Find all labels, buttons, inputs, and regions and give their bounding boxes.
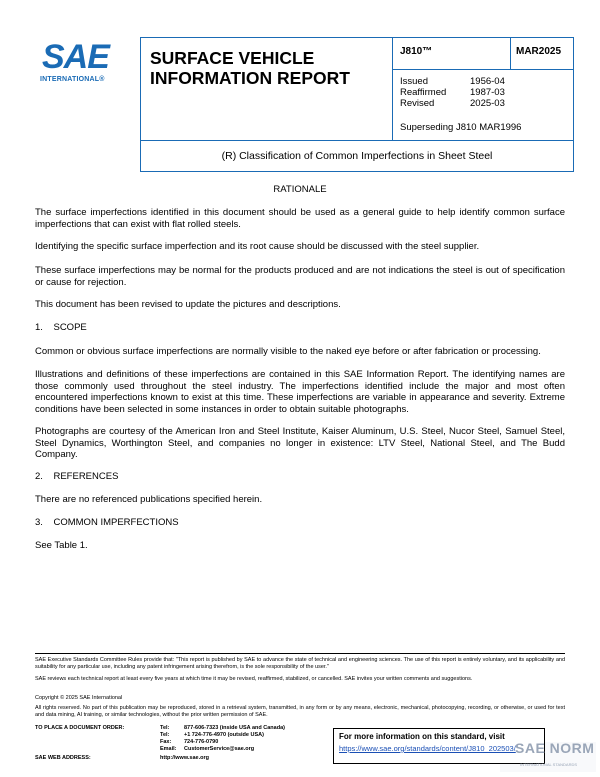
- rationale-heading: RATIONALE: [273, 184, 327, 195]
- references-paragraph: There are no referenced publications specified herein.: [35, 494, 263, 505]
- footer-review-text: SAE reviews each technical report at least every five years at which time it may be revised, reaffirmed, stabilized, or cancelled. SAE invites your written comments and suggestions.: [35, 676, 473, 682]
- more-info-link[interactable]: https://www.sae.org/standards/content/J810_202503/: [339, 744, 516, 753]
- imperfections-paragraph: See Table 1.: [35, 540, 88, 551]
- contact-fax: 724-776-0790: [184, 739, 219, 745]
- rationale-paragraph: Identifying the specific surface imperfection and its root cause should be discussed with the steel supplier.: [35, 241, 480, 252]
- superseding-note: Superseding J810 MAR1996: [400, 122, 522, 133]
- imperfections-heading: 3. COMMON IMPERFECTIONS: [35, 517, 179, 528]
- rationale-paragraph: This document has been revised to update the pictures and descriptions.: [35, 299, 341, 310]
- contact-label: Email:: [160, 746, 177, 752]
- document-date: MAR2025: [516, 46, 562, 57]
- web-address-link[interactable]: http://www.sae.org: [160, 755, 209, 761]
- rationale-paragraph: The surface imperfections identified in this document should be used as a general guide to help identify common surface imperfections that can exist with flat rolled steels.: [35, 207, 565, 230]
- web-address-label: SAE WEB ADDRESS:: [35, 755, 91, 761]
- header-divider: [392, 69, 574, 70]
- scope-heading: 1. SCOPE: [35, 322, 87, 333]
- footer-rules-text: SAE Executive Standards Committee Rules provide that: "This report is published by SAE to advance the state of technical and engineering sciences. The use of this report is entirely voluntary, and its applicability and suitability for any particular use, including any patent infringement arising therefrom, is the sole responsibility of the user.": [35, 657, 565, 670]
- history-label: Revised: [400, 98, 435, 109]
- more-info-title: For more information on this standard, visit: [339, 732, 505, 741]
- contact-phone[interactable]: +1 724-776-4970 (outside USA): [184, 732, 264, 738]
- footer-copyright: Copyright © 2025 SAE International: [35, 695, 123, 701]
- document-title: (R) Classification of Common Imperfections in Sheet Steel: [221, 150, 493, 162]
- order-label: TO PLACE A DOCUMENT ORDER:: [35, 725, 125, 731]
- header-divider: [140, 140, 574, 141]
- history-label: Issued: [400, 76, 428, 87]
- history-value: 1987-03: [470, 87, 505, 98]
- watermark-subtext: INTERNATIONAL STANDARDS: [520, 762, 578, 767]
- scope-paragraph: Photographs are courtesy of the American Iron and Steel Institute, Kaiser Aluminum, U.S. Steel, Nucor Steel, Samuel Steel, Steel Dynamics, Worthington Steel, and companies no longer in existence: LTV Steel, National Steel, and The Budd Company.: [35, 426, 565, 460]
- history-value: 1956-04: [470, 76, 505, 87]
- history-value: 2025-03: [470, 98, 505, 109]
- rationale-paragraph: These surface imperfections may be normal for the products produced and are not indications the steel is out of specification or cause for rejection.: [35, 265, 565, 288]
- contact-label: Tel:: [160, 732, 170, 738]
- contact-phone[interactable]: 877-606-7323 (inside USA and Canada): [184, 725, 285, 731]
- sae-logo-mark: SAE: [42, 38, 109, 76]
- scope-paragraph: Common or obvious surface imperfections are normally visible to the naked eye before or after fabrication or processing.: [35, 346, 541, 357]
- sae-logo-subtitle: INTERNATIONAL®: [40, 76, 105, 83]
- header-divider: [510, 37, 511, 70]
- references-heading: 2. REFERENCES: [35, 471, 119, 482]
- history-label: Reaffirmed: [400, 87, 447, 98]
- header-divider: [392, 37, 393, 140]
- scope-paragraph: Illustrations and definitions of these imperfections are contained in this SAE Information Report. The identifying names are those commonly used throughout the steel industry. The imperfections identified include the major and most often encountered imperfections known to exist at this time. These imperfections are variable in appearance and severity. Extreme conditions have been selected in some instances in order to obtain suitable photographs.: [35, 369, 565, 415]
- document-number: J810™: [400, 46, 433, 57]
- footer-rights-text: All rights reserved. No part of this publication may be reproduced, stored in a retrieval system, transmitted, in any form or by any means, electronic, mechanical, photocopying, recording, or otherwise, or used for text and data mining, AI training, or similar technologies, without the prior written permission of SAE.: [35, 705, 565, 718]
- footer-rule: [35, 653, 565, 654]
- contact-label: Fax:: [160, 739, 172, 745]
- document-type: SURFACE VEHICLE INFORMATION REPORT: [150, 48, 350, 88]
- contact-email[interactable]: CustomerService@sae.org: [184, 746, 255, 752]
- contact-label: Tel:: [160, 725, 170, 731]
- watermark-text: SAE NORM: [515, 740, 595, 756]
